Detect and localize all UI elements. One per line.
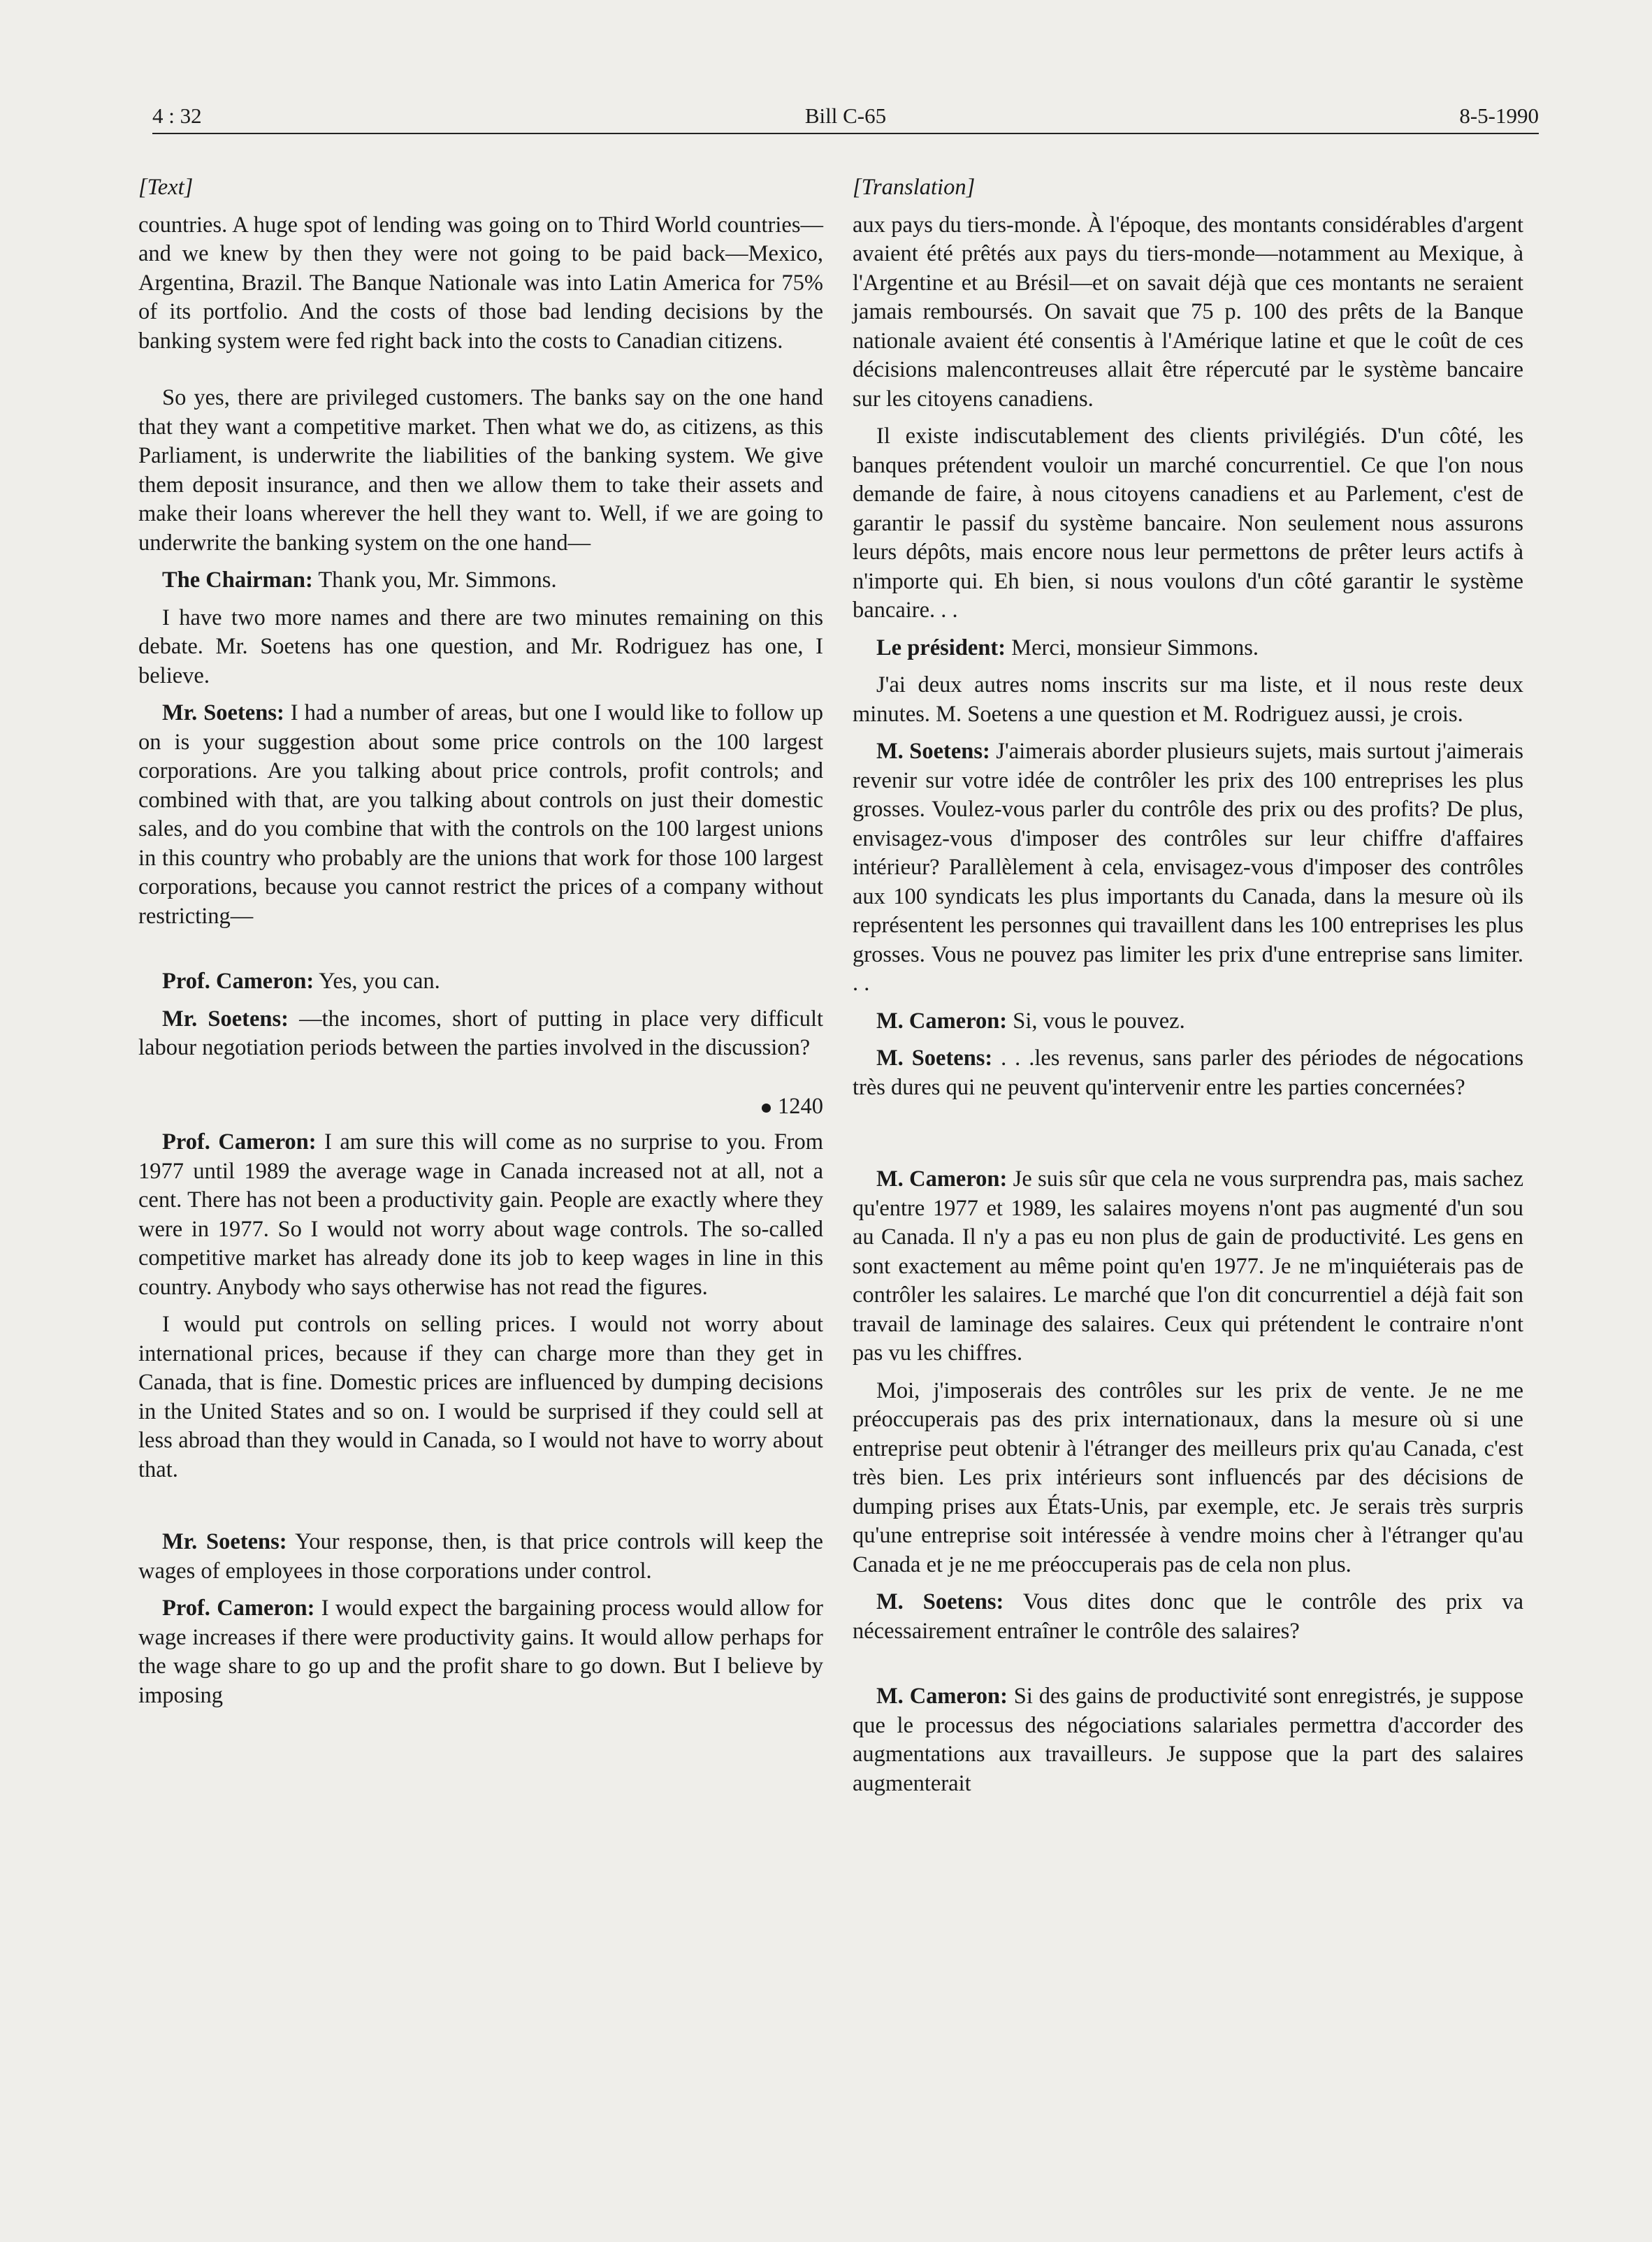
page-number: 4 : 32 [152, 103, 202, 128]
paragraph: I have two more names and there are two minutes remaining on this debate. Mr. Soetens has one question, and Mr. Rodriguez has one, I believe. [138, 605, 823, 688]
paragraph: aux pays du tiers-monde. À l'époque, des montants considérables d'argent avaient été prêtés aux pays du tiers-monde—notamment au Mexique, à l'Argentine et au Brésil—et on savait déjà que ces montants ne seraient jamais remboursés. On savait que 75 p. 100 des prêts de la Banque nationale avaient été consentis à l'Amérique latine et que le coût de ces décisions malencontreuses allait être répercuté par le système bancaire sur les citoyens canadiens. [853, 212, 1523, 412]
speech-text: —the incomes, short of putting in place very difficult labour negotiation periods between the parties involved in the discussion? [138, 1006, 823, 1060]
speech [138, 967, 823, 997]
speech [853, 737, 1523, 999]
speaker-name: M. Cameron: [876, 1684, 1008, 1709]
header-date: 8-5-1990 [1459, 103, 1539, 128]
paragraph: I would put controls on selling prices. I would not worry about international prices, because if they can charge more than they get in Canada, that is fine. Domestic prices are influenced by dumping decisions in the United States and so on. I would be surprised if they could sell at less abroad than they would in Canada, so I would not have to worry about that. [138, 1312, 823, 1482]
speech-text: Thank you, Mr. Simmons. [312, 567, 557, 593]
paragraph: Moi, j'imposerais des contrôles sur les prix de vente. Je ne me préoccuperais pas des prix internationaux, dans la mesure où si une entreprise peut obtenir à l'étranger des meilleurs prix qu'au Canada, c'est très bien. Les prix intérieurs sont influencés par des décisions de dumping prises aux États-Unis, par exemple, etc. Je serais très surpris qu'une entreprise soit intéressée à vendre moins cher à l'étranger qu'au Canada et je ne me préoccuperais pas de cela non plus. [853, 1377, 1523, 1577]
speech-text: J'aimerais aborder plusieurs sujets, mais surtout j'aimerais revenir sur votre idée de contrôler les prix des 100 entreprises les plus grosses. Voulez-vous parler du contrôle des prix ou des profits? De plus, envisagez-vous d'imposer des contrôles sur leur chiffre d'affaires intérieur? Parallèlement à cela, envisagez-vous d'imposer des contrôles aux 100 syndicats les plus importants du Canada, dans la mesure où ils représentent les personnes qui travaillent dans les 100 entreprises les plus grosses. Vous ne pouvez pas limiter les prix d'une entreprise sans limiter. . . [853, 739, 1523, 996]
english-column [138, 173, 823, 1719]
speaker-name: Prof. Cameron: [162, 969, 314, 994]
speech-text: Vous dites donc que le contrôle des prix va nécessairement entraîner le contrôle des salaires? [853, 1589, 1523, 1644]
paragraph: So yes, there are privileged customers. The banks say on the one hand that they want a competitive market. Then what we do, as citizens, as this Parliament, is underwrite the liabilities of the banking system. We give them deposit insurance, and then we allow them to take their assets and make their loans wherever the hell they want to. Well, if we are going to underwrite the banking system on the one hand— [138, 385, 823, 556]
speech-text: Yes, you can. [314, 969, 440, 994]
speech [138, 1594, 823, 1710]
speaker-name: M. Cameron: [876, 1008, 1008, 1034]
speaker-name: Le président: [876, 635, 1006, 660]
speech-text: Your response, then, is that price controls will keep the wages of employees in those corporations under control. [138, 1529, 823, 1584]
speech-text: I am sure this will come as no surprise to you. From 1977 until 1989 the average wage in Canada increased not at all, not a cent. There has not been a productivity gain. People are exactly where they were in 1977. So I would not worry about wage controls. The so-called competitive market has already done its job to keep wages in line in this country. Anybody who says otherwise has not read the figures. [138, 1129, 823, 1300]
speaker-name: Prof. Cameron: [162, 1129, 317, 1155]
paragraph: countries. A huge spot of lending was going on to Third World countries—and we knew by then they were not going to be paid back—Mexico, Argentina, Brazil. The Banque Nationale was into Latin America for 75% of its portfolio. And the costs of those bad lending decisions by the banking system were fed right back into the costs to Canadian citizens. [138, 212, 823, 354]
paragraph: Il existe indiscutablement des clients privilégiés. D'un côté, les banques prétendent vouloir un marché concurrentiel. Ce que l'on nous demande de faire, à nous citoyens canadiens et au Parlement, c'est de garantir le passif du système bancaire. Non seulement nous assurons leurs dépôts, mais encore nous leur permettons de prêter leurs actifs à n'importe qui. Eh bien, si nous voulons d'un côté garantir le système bancaire. . . [853, 424, 1523, 623]
speaker-name: Mr. Soetens: [162, 1006, 289, 1032]
speech-text: Je suis sûr que cela ne vous surprendra pas, mais sachez qu'entre 1977 et 1989, les salaires moyens n'ont pas augmenté d'un sou au Canada. Il n'y a pas eu non plus de gain de productivité. Les gens en sont exactement au même point qu'en 1977. Je ne m'inquiéterais pas de contrôler les salaires. Le marché que l'on dit concurrentiel a déjà fait son travail de laminage des salaires. Ceux qui prétendent le contraire n'ont pas vu les chiffres. [853, 1166, 1523, 1366]
time-marker [138, 1092, 823, 1122]
speaker-name: M. Soetens: [876, 1046, 993, 1071]
speech-text: Si, vous le pouvez. [1007, 1008, 1185, 1034]
language-tag: [Text] [138, 175, 194, 200]
speech-text: Merci, monsieur Simmons. [1006, 635, 1259, 660]
bullet-icon [762, 1104, 771, 1113]
speech [853, 634, 1523, 663]
speech [853, 1007, 1523, 1036]
speaker-name: M. Cameron: [876, 1166, 1008, 1192]
speech [138, 1128, 823, 1302]
french-column [853, 173, 1523, 1807]
speech [853, 1165, 1523, 1368]
speech [853, 1044, 1523, 1102]
speaker-name: Mr. Soetens: [162, 700, 284, 725]
speaker-name: Prof. Cameron: [162, 1596, 315, 1621]
speech [138, 699, 823, 931]
speech [138, 1528, 823, 1586]
speech [853, 1682, 1523, 1798]
speaker-name: The Chairman: [162, 567, 313, 593]
speaker-name: M. Soetens: [876, 1589, 1004, 1614]
speech [853, 1588, 1523, 1646]
speech-text: I would expect the bargaining process would allow for wage increases if there were productivity gains. It would allow perhaps for the wage share to go up and the profit share to go down. But I believe by imposing [138, 1596, 823, 1708]
speech-text: Si des gains de productivité sont enregistrés, je suppose que le processus des négociations salariales permettra d'accorder des augmentations aux travailleurs. Je suppose que la part des salaires augmenterait [853, 1684, 1523, 1796]
time-marker-text: 1240 [778, 1093, 823, 1119]
speaker-name: M. Soetens: [876, 739, 990, 764]
speaker-name: Mr. Soetens: [162, 1529, 287, 1554]
speech [138, 1005, 823, 1063]
language-tag-text: Text [147, 175, 184, 200]
speech-text: I had a number of areas, but one I would like to follow up on is your suggestion about some price controls on the 100 largest corporations. Are you talking about price controls, profit controls; and combined with that, are you talking about controls on just their domestic sales, and do you combine that with the controls on the 100 largest unions in this country who probably are the unions that work for those 100 largest corporations, because you cannot restrict the prices of a company without restricting— [138, 700, 823, 929]
language-tag-text: Translation [861, 175, 966, 200]
language-tag: [Translation] [853, 175, 976, 200]
paragraph: J'ai deux autres noms inscrits sur ma liste, et il nous reste deux minutes. M. Soetens a une question et M. Rodriguez aussi, je crois. [853, 672, 1523, 727]
speech [138, 566, 823, 595]
page-header [152, 99, 1539, 134]
speech-text: . . .les revenus, sans parler des périodes de négocations très dures qui ne peuvent qu'intervenir entre les parties concernées? [853, 1046, 1524, 1100]
bill-title: Bill C-65 [804, 103, 887, 128]
